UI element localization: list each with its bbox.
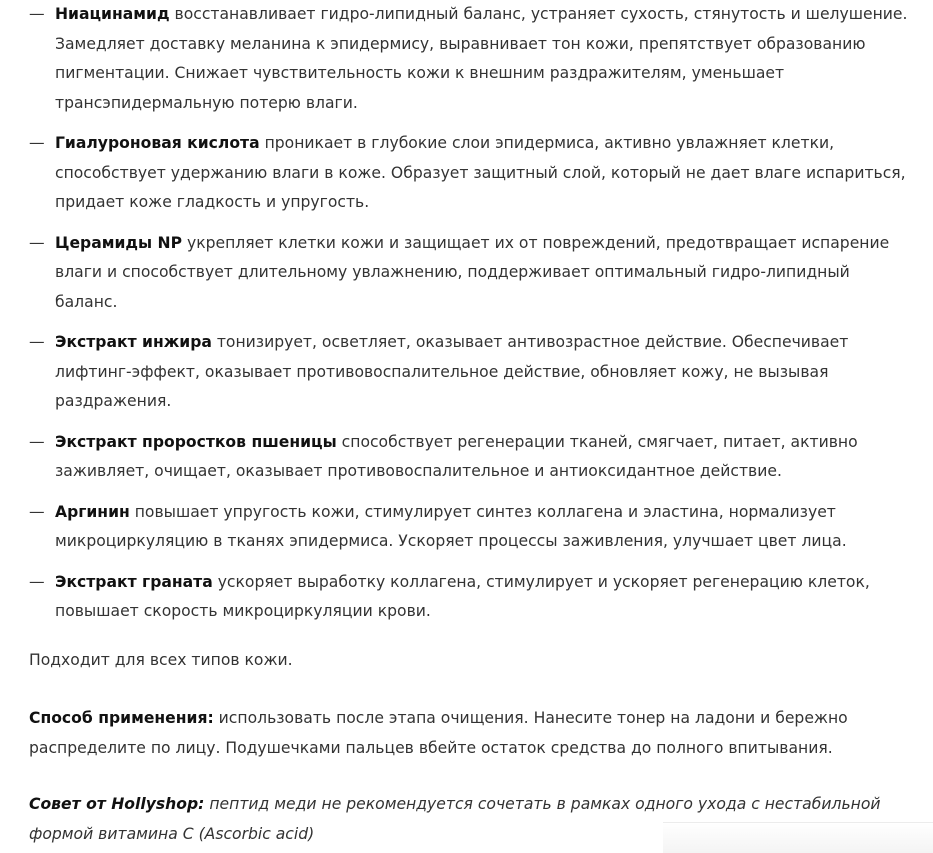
ingredient-description: восстанавливает гидро-липидный баланс, устраняет сухость, стянутость и шелушение. Замедляет доставку меланина к эпидермису, выравнивает тон кожи, препятствует образованию пигментации. Снижает чувствительность кожи к внешним раздражителям, уменьшает трансэпидермальную потерю влаги. <box>55 5 908 112</box>
ingredient-arginine <box>29 498 909 557</box>
ingredient-name: Экстракт инжира <box>55 333 212 351</box>
ingredients-list <box>29 0 909 627</box>
ingredient-name: Церамиды NP <box>55 233 183 252</box>
list-dash: — <box>29 333 45 351</box>
list-dash: — <box>29 572 45 591</box>
product-description <box>29 0 909 849</box>
usage-instructions <box>29 704 909 763</box>
skin-type-note: Подходит для всех типов кожи. <box>29 650 293 669</box>
ingredient-ceramides <box>29 229 909 318</box>
ingredient-name: Ниацинамид <box>55 5 170 23</box>
list-dash: — <box>29 233 45 252</box>
ingredient-description: укрепляет клетки кожи и защищает их от повреждений, предотвращает испарение влаги и способствует длительному увлажнению, поддерживает оптимальный гидро-липидный баланс. <box>55 233 890 311</box>
ingredient-description: тонизирует, осветляет, оказывает антивозрастное действие. Обеспечивает лифтинг-эффект, оказывает противовоспалительное действие, обновляет кожу, не вызывая раздражения. <box>55 333 849 410</box>
ingredient-fig-extract <box>29 328 909 417</box>
ingredient-pomegranate-extract <box>29 568 909 627</box>
ingredient-name: Экстракт граната <box>55 572 213 591</box>
ingredient-description: повышает упругость кожи, стимулирует синтез коллагена и эластина, нормализует микроциркуляцию в тканях эпидермиса. Ускоряет процессы заживления, улучшает цвет лица. <box>55 502 847 550</box>
usage-label: Способ применения: <box>29 709 214 727</box>
tip-label: Совет от Hollyshop: <box>29 795 205 813</box>
list-dash: — <box>29 134 45 152</box>
ingredient-description: способствует регенерации тканей, смягчает, питает, активно заживляет, очищает, оказывает противовоспалительное и антиоксидантное действие. <box>55 432 858 480</box>
ingredient-name: Аргинин <box>55 502 130 521</box>
ingredient-niacinamide <box>29 0 909 118</box>
list-dash: — <box>29 5 45 23</box>
ingredient-wheat-sprout-extract <box>29 428 909 487</box>
tip-text: пептид меди не рекомендуется сочетать в рамках одного ухода с нестабильной формой витамина С (Ascorbic acid) <box>29 795 881 843</box>
ingredient-name: Гиалуроновая кислота <box>55 134 260 152</box>
ingredient-name: Экстракт проростков пшеницы <box>55 432 337 451</box>
ingredient-hyaluronic-acid <box>29 129 909 218</box>
bottom-right-overlay <box>663 822 933 853</box>
ingredient-description: ускоряет выработку коллагена, стимулирует и ускоряет регенерацию клеток, повышает скорость микроциркуляции крови. <box>55 572 870 620</box>
list-dash: — <box>29 502 45 521</box>
usage-text: использовать после этапа очищения. Нанесите тонер на ладони и бережно распределите по лицу. Подушечками пальцев вбейте остаток средства до полного впитывания. <box>29 709 848 757</box>
ingredient-description: проникает в глубокие слои эпидермиса, активно увлажняет клетки, способствует удержанию влаги в коже. Образует защитный слой, который не дает влаге испариться, придает коже гладкость и упругость. <box>55 134 906 211</box>
list-dash: — <box>29 432 45 451</box>
